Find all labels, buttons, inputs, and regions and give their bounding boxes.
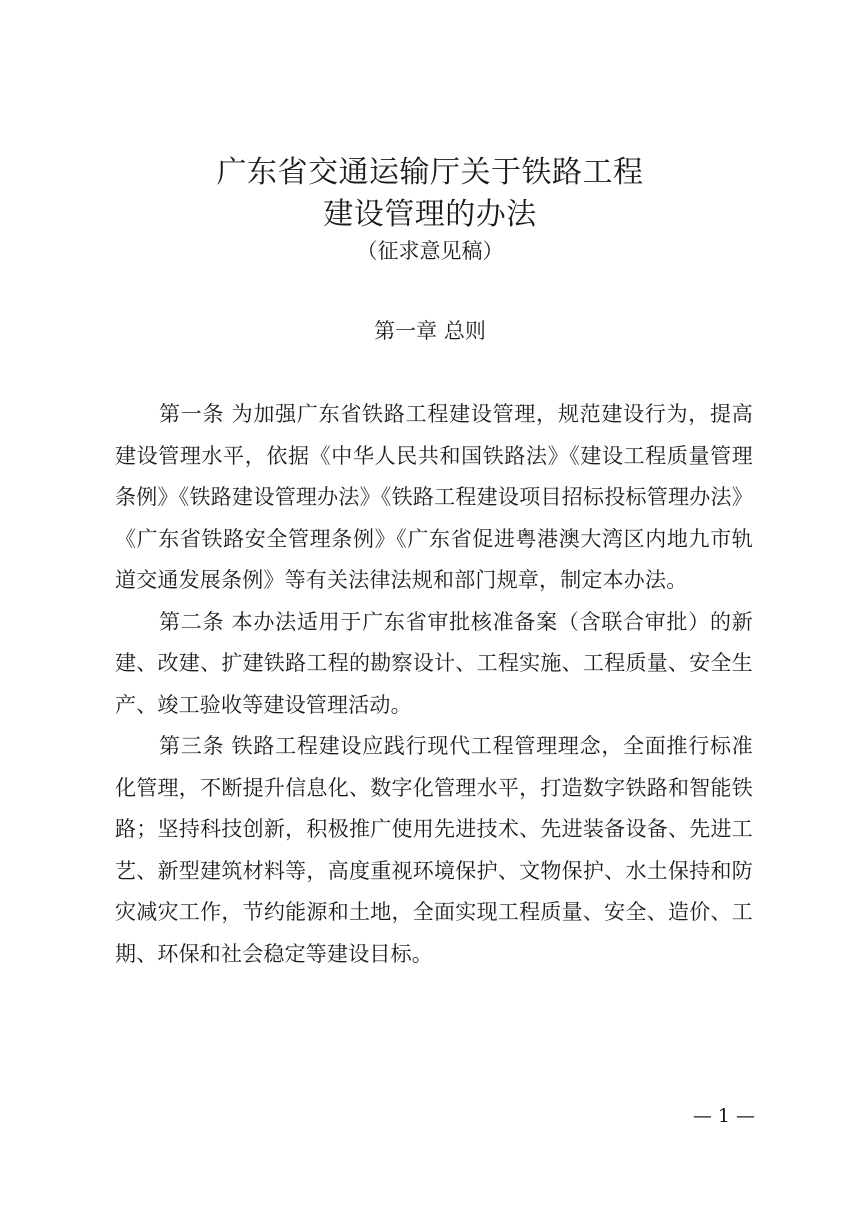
article-2: 第二条 本办法适用于广东省审批核准备案（含联合审批）的新建、改建、扩建铁路工程的勘察设计、工程实施、工程质量、安全生产、竣工验收等建设管理活动。 xyxy=(115,609,753,717)
chapter-heading: 第一章 总则 xyxy=(374,319,486,343)
document-title-line-2: 建设管理的办法 xyxy=(323,197,537,232)
document-subtitle: （征求意见稿） xyxy=(356,239,504,263)
article-1: 第一条 为加强广东省铁路工程建设管理，规范建设行为，提高建设管理水平，依据《中华人民共和国铁路法》《建设工程质量管理条例》《铁路建设管理办法》《铁路工程建设项目招标投标管理办法》《广东省铁路安全管理条例》《广东省促进粤港澳大湾区内地九市轨道交通发展条例》等有关法律法规和部门规章，制定本办法。 xyxy=(115,402,753,592)
page-number: — 1 — xyxy=(692,1105,755,1127)
article-3: 第三条 铁路工程建设应践行现代工程管理理念，全面推行标准化管理，不断提升信息化、数字化管理水平，打造数字铁路和智能铁路；坚持科技创新，积极推广使用先进技术、先进装备设备、先进工艺、新型建筑材料等，高度重视环境保护、文物保护、水土保持和防灾减灾工作，节约能源和土地，全面实现工程质量、安全、造价、工期、环保和社会稳定等建设目标。 xyxy=(115,734,753,966)
document-body xyxy=(115,394,753,975)
document-title-line-1: 广东省交通运输厅关于铁路工程 xyxy=(216,155,644,190)
